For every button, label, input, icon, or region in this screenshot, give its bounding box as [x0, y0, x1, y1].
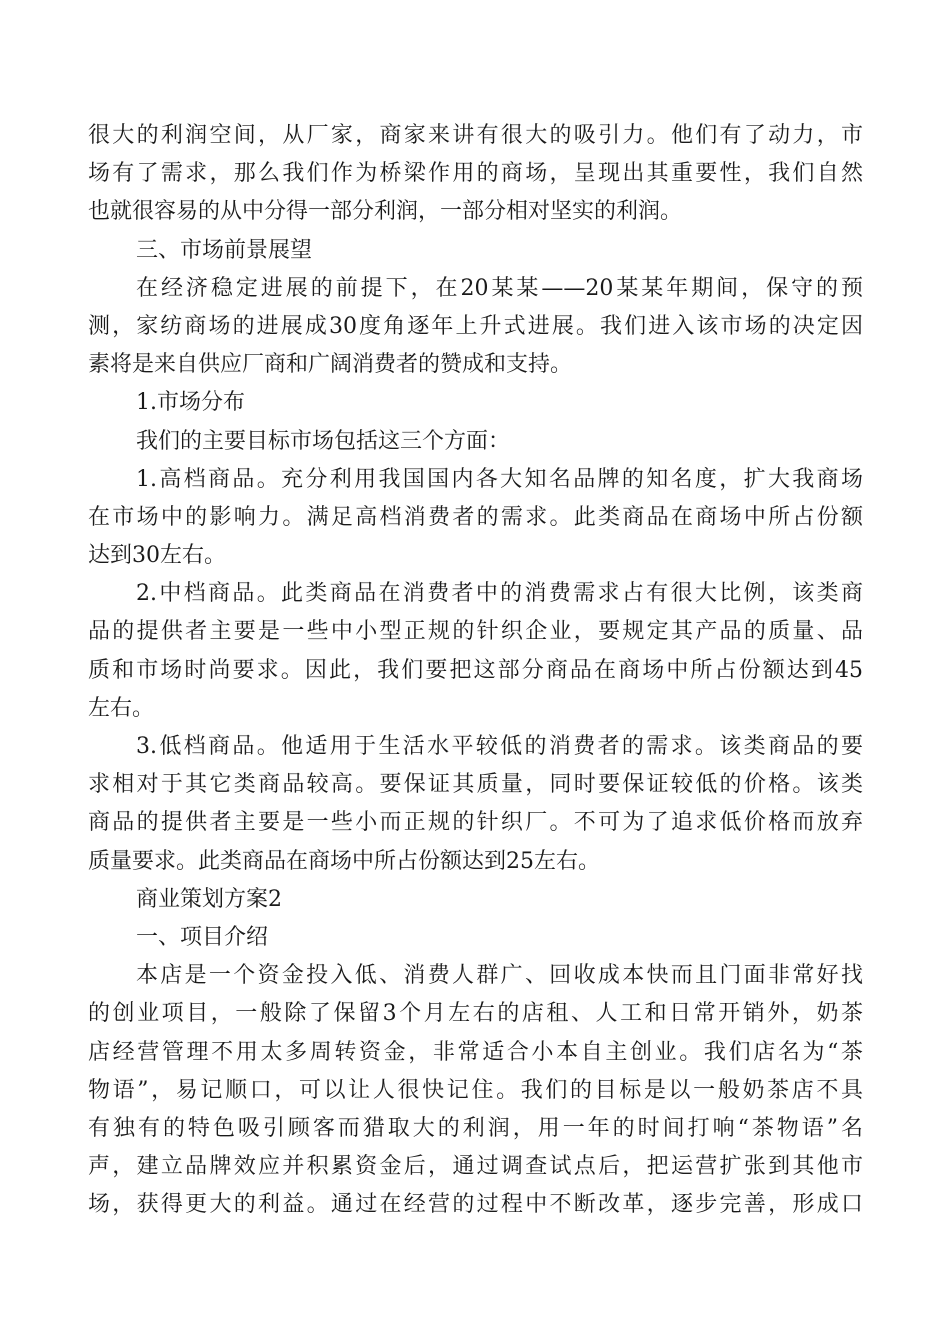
text-line: 1.高档商品。充分利用我国国内各大知名品牌的知名度，扩大我商场 — [136, 466, 863, 492]
document-title: 商业策划方案2 — [136, 886, 282, 912]
text-line: 有独有的特色吸引顾客而猎取大的利润，用一年的时间打响“茶物语”名 — [88, 1115, 863, 1141]
text-line: 很大的利润空间，从厂家，商家来讲有很大的吸引力。他们有了动力，市 — [88, 123, 863, 148]
text-line: 的创业项目，一般除了保留3个月左右的店租、人工和日常开销外，奶茶 — [88, 1001, 863, 1027]
text-line: 求相对于其它类商品较高。要保证其质量，同时要保证较低的价格。该类 — [88, 772, 863, 798]
section-heading: 1.市场分布 — [136, 390, 245, 416]
text-line: 质量要求。此类商品在商场中所占份额达到25左右。 — [88, 848, 600, 874]
text-line: 素将是来自供应厂商和广阔消费者的赞成和支持。 — [88, 352, 573, 378]
text-line: 品的提供者主要是一些中小型正规的针织企业，要规定其产品的质量、品 — [88, 619, 863, 645]
text-line: 测，家纺商场的进展成30度角逐年上升式进展。我们进入该市场的决定因 — [88, 313, 863, 339]
text-line: 本店是一个资金投入低、消费人群广、回收成本快而且门面非常好找 — [136, 963, 863, 989]
text-line: 场，获得更大的利益。通过在经营的过程中不断改革，逐步完善，形成口 — [88, 1192, 863, 1218]
text-line: 也就很容易的从中分得一部分利润，一部分相对坚实的利润。 — [88, 199, 683, 225]
section-heading: 一、项目介绍 — [136, 924, 269, 950]
text-line: 店经营管理不用太多周转资金，非常适合小本自主创业。我们店名为“茶 — [88, 1039, 863, 1065]
text-line: 在市场中的影响力。满足高档消费者的需求。此类商品在商场中所占份额 — [88, 504, 863, 530]
text-line: 3.低档商品。他适用于生活水平较低的消费者的需求。该类商品的要 — [136, 734, 863, 759]
document-body — [88, 117, 863, 1224]
text-line: 质和市场时尚要求。因此，我们要把这部分商品在商场中所占份额达到45 — [88, 657, 863, 683]
section-heading: 三、市场前景展望 — [136, 237, 313, 263]
text-line: 商品的提供者主要是一些小而正规的针织厂。不可为了追求低价格而放弃 — [88, 810, 863, 836]
text-line: 我们的主要目标市场包括这三个方面： — [136, 428, 511, 454]
text-line: 场有了需求，那么我们作为桥梁作用的商场，呈现出其重要性，我们自然 — [88, 161, 863, 187]
text-line: 左右。 — [88, 695, 155, 721]
text-line: 声，建立品牌效应并积累资金后，通过调查试点后，把运营扩张到其他市 — [88, 1154, 863, 1180]
text-line: 物语”，易记顺口，可以让人很快记住。我们的目标是以一般奶茶店不具 — [88, 1077, 863, 1103]
text-line: 2.中档商品。此类商品在消费者中的消费需求占有很大比例，该类商 — [136, 581, 863, 607]
text-line: 达到30左右。 — [88, 543, 226, 569]
text-line: 在经济稳定进展的前提下，在20某某——20某某年期间，保守的预 — [136, 275, 863, 301]
